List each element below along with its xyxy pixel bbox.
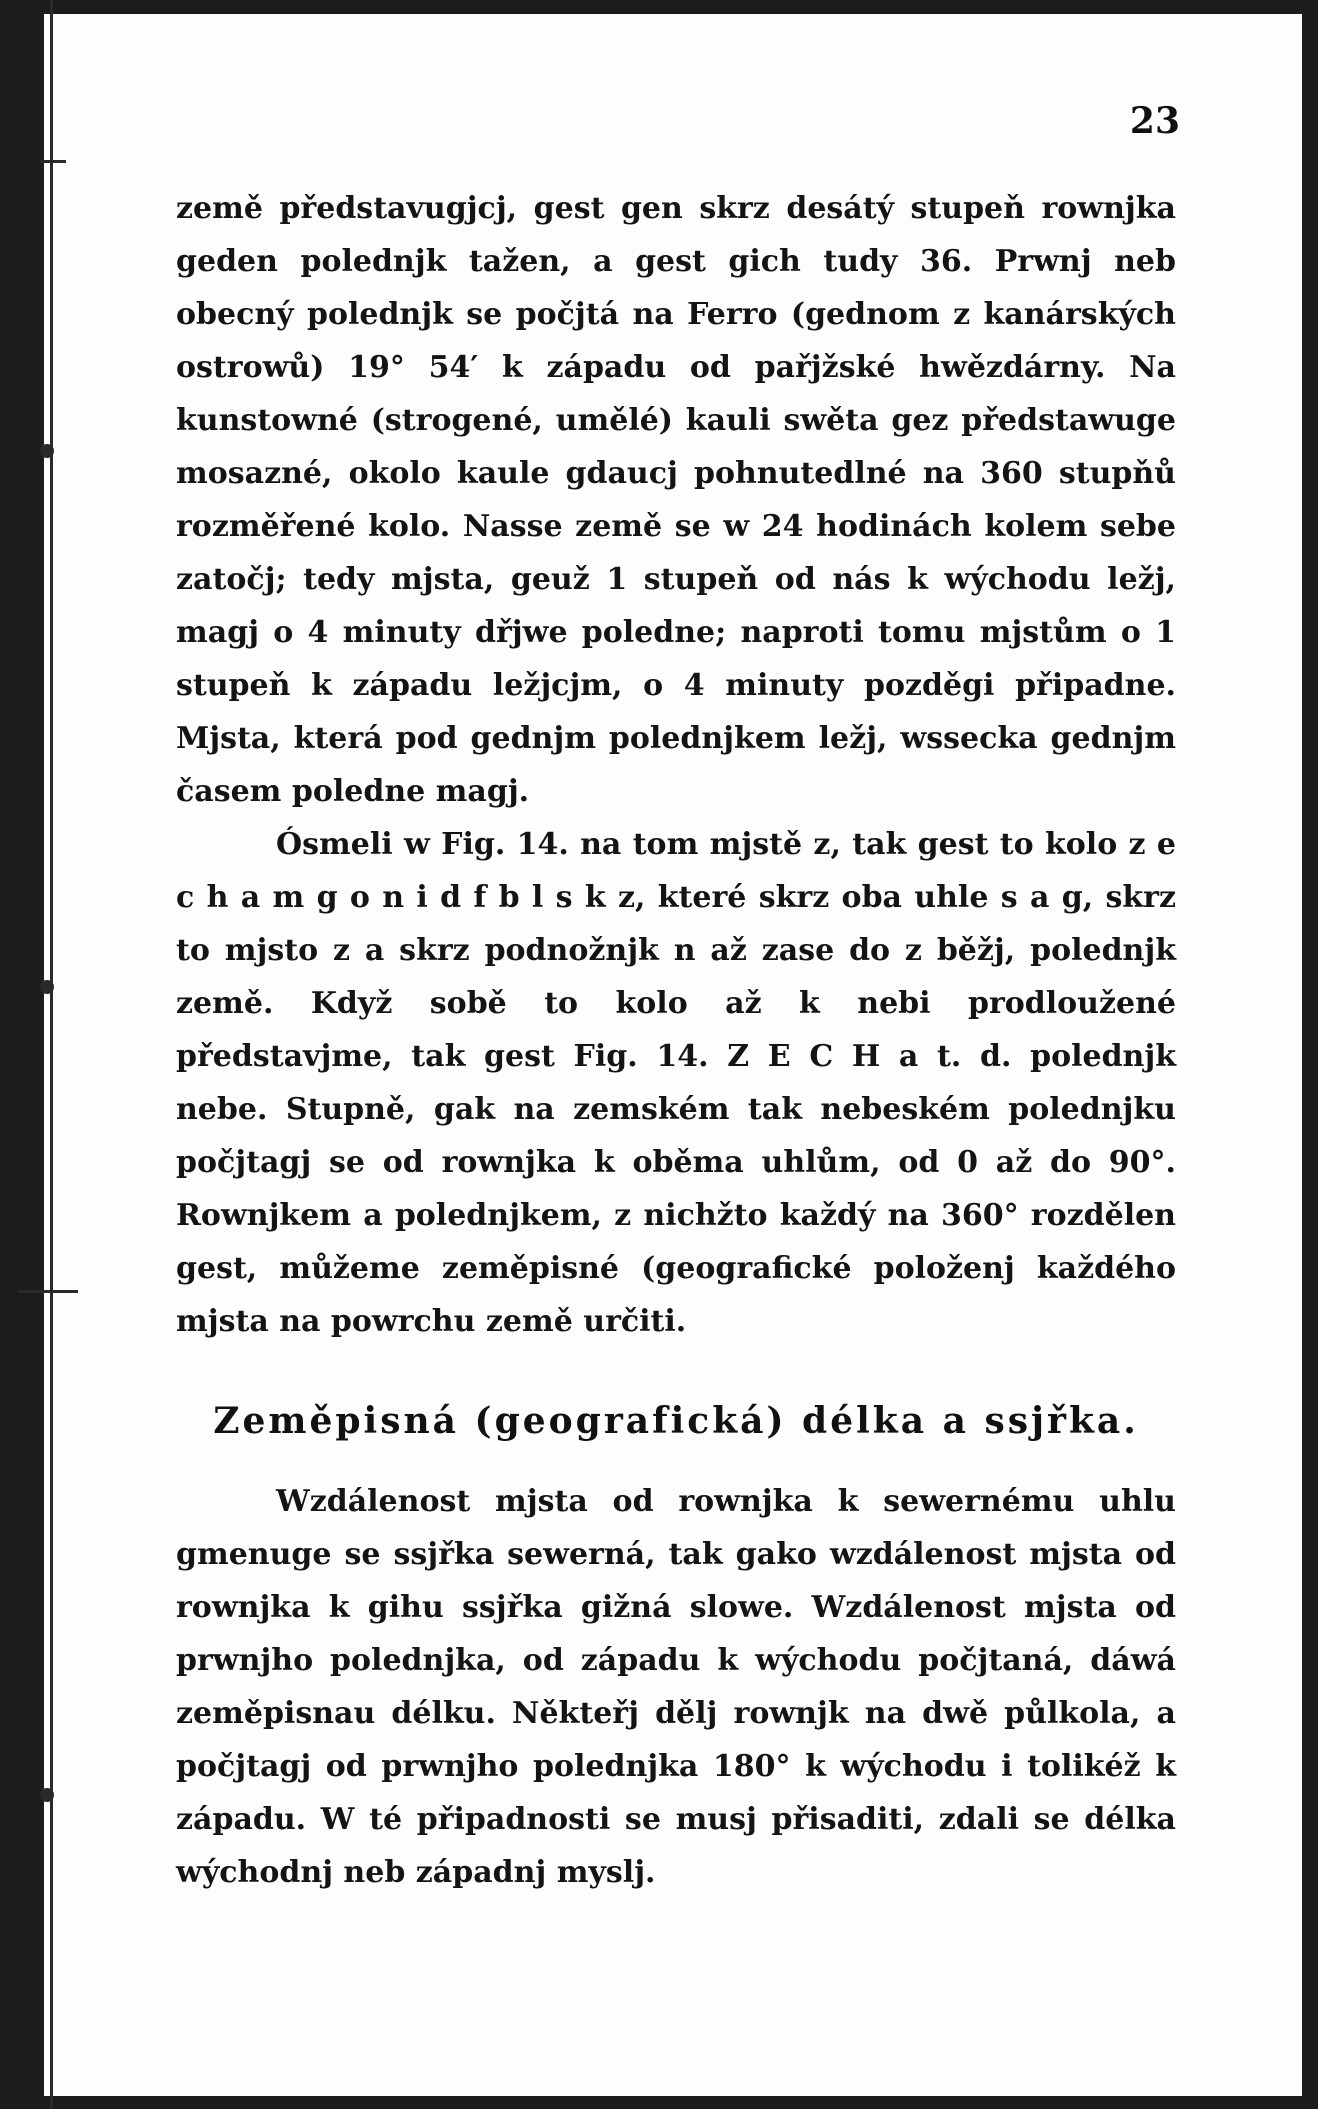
- paragraph: Wzdálenost mjsta od rownjka k sewernému uhlu gmenuge se ssjřka sewerná, tak gako wzdálenost mjsta od rownjka k gihu ssjřka gižná slowe. Wzdálenost mjsta od prwnjho polednjka, od západu k wýchodu počjtaná, dáwá zeměpisnau délku. Někteřj dělj rownjk na dwě půlkola, a počjtagj od prwnjho polednjka 180° k wýchodu i tolikéž k západu. W té připadnosti se musj přisaditi, zdali se délka wýchodnj neb západnj myslj.: [176, 1484, 1176, 1890]
- section-text: [176, 1475, 1176, 1899]
- binding-mark: [40, 444, 54, 458]
- binding-mark: [40, 980, 54, 994]
- binding-mark: [40, 160, 66, 163]
- paragraph: země představugjcj, gest gen skrz desátý stupeň rownjka geden polednjk tažen, a gest gich tudy 36. Prwnj neb obecný polednjk se počjtá na Ferro (gednom z kanárských ostrowů) 19° 54′ k západu od pařjžské hwězdárny. Na kunstowné (strogené, umělé) kauli swěta gez předstawuge mosazné, okolo kaule gdaucj pohnutedlné na 360 stupňů rozměřené kolo. Nasse země se w 24 hodinách kolem sebe zatočj; tedy mjsta, geuž 1 stupeň od nás k wýchodu ležj, magj o 4 minuty dřjwe poledne; naproti tomu mjstům o 1 stupeň k západu ležjcjm, o 4 minuty pozděgi připadne. Mjsta, která pod gednjm polednjkem ležj, wssecka gednjm časem poledne magj.: [176, 191, 1176, 809]
- page-number: 23: [1129, 100, 1180, 142]
- binding-mark: [18, 1290, 78, 1293]
- section-heading: Zeměpisná (geografická) délka a ssjřka.: [213, 1400, 1139, 1442]
- paragraph: Ósmeli w Fig. 14. na tom mjstě z, tak gest to kolo z e c h a m g o n i d f b l s k z, které skrz oba uhle s a g, skrz to mjsto z a skrz podnožnjk n až zase do z běžj, polednjk země. Když sobě to kolo až k nebi prodloužené představjme, tak gest Fig. 14. Z E C H a t. d. polednjk nebe. Stupně, gak na zemském tak nebeském polednjku počjtagj se od rownjka k oběma uhlům, od 0 až do 90°. Rownjkem a polednjkem, z nichžto každý na 360° rozdělen gest, můžeme zeměpisné (geografické položenj každého mjsta na powrchu země určiti.: [176, 827, 1176, 1339]
- binding-mark: [40, 1788, 54, 1802]
- body-text: [176, 182, 1176, 1348]
